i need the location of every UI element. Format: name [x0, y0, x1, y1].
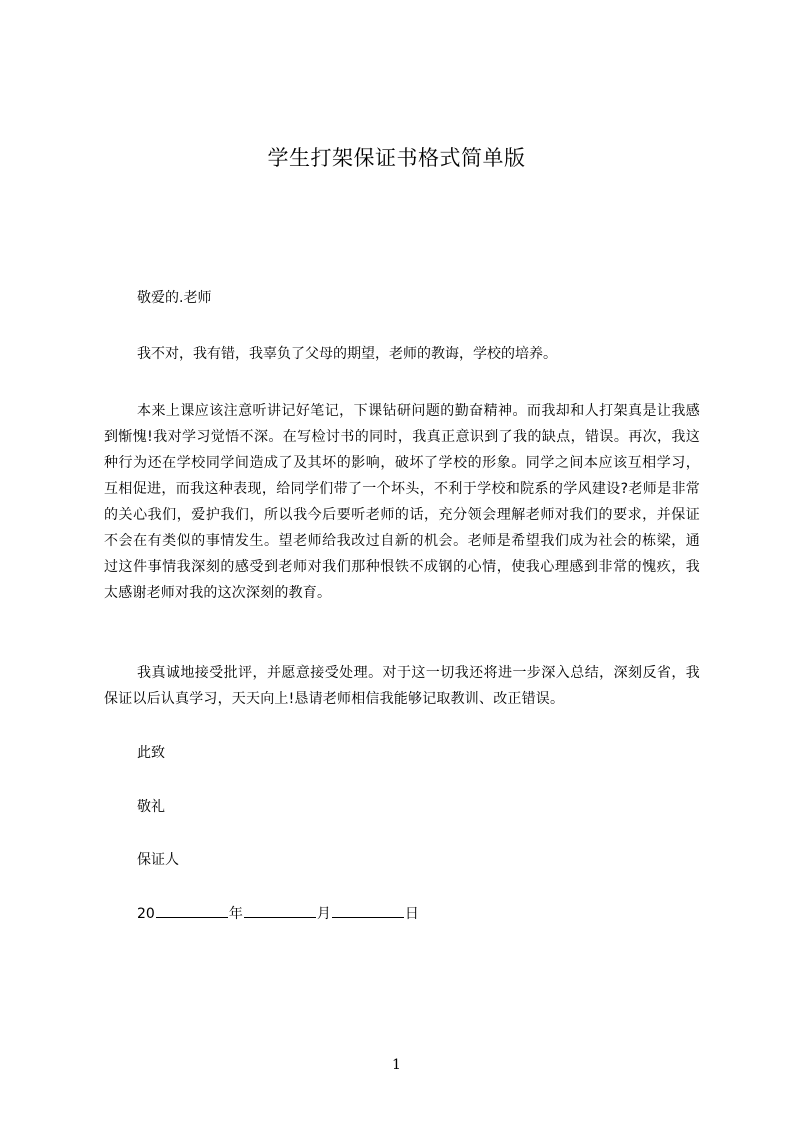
day-blank [332, 903, 404, 918]
date-day-label: 日 [404, 906, 419, 922]
date-year-label: 年 [228, 906, 243, 922]
paragraph-apology: 我不对，我有错，我辜负了父母的期望，老师的教诲，学校的培养。 [137, 346, 557, 362]
year-blank [156, 903, 228, 918]
guarantor-label: 保证人 [137, 852, 179, 868]
paragraph-reflection: 本来上课应该注意听讲记好笔记，下课钻研问题的勤奋精神。而我却和人打架真是让我感到惭愧!我对学习觉悟不深。在写检讨书的同时，我真正意识到了我的缺点，错误。再次，我这种行为还在学校同学间造成了及其坏的影响，破坏了学校的形象。同学之间本应该互相学习，互相促进，而我这种表现，给同学们带了一个坏头，不利于学校和院系的学风建设?老师是非常的关心我们，爱护我们，所以我今后要听老师的话，充分领会理解老师对我们的要求，并保证不会在有类似的事情发生。望老师给我改过自新的机会。老师是希望我们成为社会的栋梁，通过这件事情我深刻的感受到老师对我们那种恨铁不成钢的心情，使我心理感到非常的愧疚，我太感谢老师对我的这次深刻的教育。 [104, 403, 700, 601]
date-century: 20 [137, 906, 155, 922]
page-title: 学生打架保证书格式简单版 [267, 146, 526, 170]
regards-text: 敬礼 [137, 799, 165, 815]
closing-text: 此致 [137, 745, 165, 761]
date-line [137, 903, 419, 924]
salutation: 敬爱的.老师 [137, 290, 212, 306]
paragraph-commitment: 我真诚地接受批评，并愿意接受处理。对于这一切我还将进一步深入总结，深刻反省，我保证以后认真学习，天天向上!恳请老师相信我能够记取教训、改正错误。 [104, 665, 700, 707]
month-blank [244, 903, 316, 918]
page-number: 1 [392, 1057, 401, 1073]
date-month-label: 月 [316, 906, 331, 922]
